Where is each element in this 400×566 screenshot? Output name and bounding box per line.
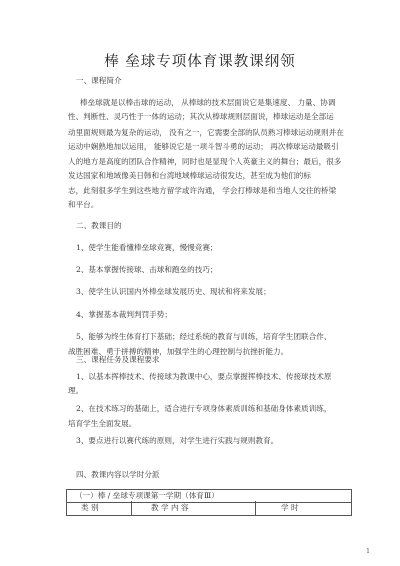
section-heading-goals: 二、教课目的 [76, 221, 122, 230]
list-item: 1、以基本挥棒技术、传接球为教课中心，要点掌握挥棒技术、传接球技术原 [76, 372, 332, 381]
list-item: 4、掌握基本裁判判罚手势； [76, 310, 172, 319]
paragraph-line: 人的地方是高度的团队合作精神，同时也是显现个人英豪主义的舞台；最后，很多 [68, 157, 342, 166]
paragraph-line: 棒垒球就是以棒击球的运动， 从棒球的技术层面说它是集速度、 力量、协调 [80, 98, 336, 107]
column-header-content: 教 学 内 容 [151, 503, 189, 512]
list-item: 2、基本掌握传接球、击球和跑垒的技巧； [76, 265, 218, 274]
paragraph-line: 运动中娴熟地加以运用， 能够说它是一项斗智斗勇的运动； 再次棒球运动最吸引 [68, 142, 339, 151]
paragraph-line: 志，此刻很多学生到这些地方留学或许沟通， 学会打棒球是和当地人交往的桥梁 [68, 186, 337, 195]
paragraph-line: 发达国家和地域像美日韩和台湾地域棒球运动很发达，甚至成为他们的标 [68, 171, 311, 180]
paragraph-line: 性、判断性、灵巧性于一体的运动；其次从棒球规则层面说，棒球运动是全部运 [68, 112, 334, 121]
list-item: 3、要点进行以赛代练的原则，对学生进行实践与规则教育。 [76, 436, 279, 445]
list-item: 1、使学生能看懂棒垒球竞赛，慢慢竞赛； [76, 243, 218, 252]
section-heading-tasks: 三、课程任务及课程要求 [76, 355, 160, 364]
column-divider [131, 501, 132, 515]
table-title: （一）棒 / 垒球专项课第一学期（体育Ⅲ） [75, 491, 219, 500]
paragraph-line: 和平台。 [68, 200, 99, 209]
list-item-continuation: 战胜困难、勇于拼搏的精神，加强学生的心理控制与抗挫折能力。 [68, 347, 289, 356]
list-item: 5、能够为终生体育打下基础；经过系统的教育与训练，培育学生团联合作、 [76, 332, 332, 341]
column-header-category: 类 别 [81, 503, 99, 512]
column-divider [255, 501, 256, 515]
column-header-hours: 学 时 [281, 503, 299, 512]
list-item-continuation: 培育学生全面发展。 [68, 419, 137, 428]
section-heading-schedule: 四、教课内容以学时分派 [76, 470, 160, 479]
section-heading-intro: 一、课程简介 [76, 76, 122, 85]
list-item: 2、在技术练习的基础上，适合进行专项身体素质训练和基础身体素质训练， [76, 404, 332, 413]
page-number: 1 [366, 548, 370, 555]
document-title: 棒 垒球专项体育课教课纲领 [104, 54, 296, 70]
paragraph-line: 动里面规则最为复杂的运动， 没有之一，它需要全部的队员熟习棒球运动规则并在 [68, 128, 344, 137]
list-item: 3、使学生认识国内外棒垒球发展历史、现状和将来发展； [76, 287, 271, 296]
list-item-continuation: 理。 [68, 386, 84, 395]
table-header-row [66, 501, 352, 516]
